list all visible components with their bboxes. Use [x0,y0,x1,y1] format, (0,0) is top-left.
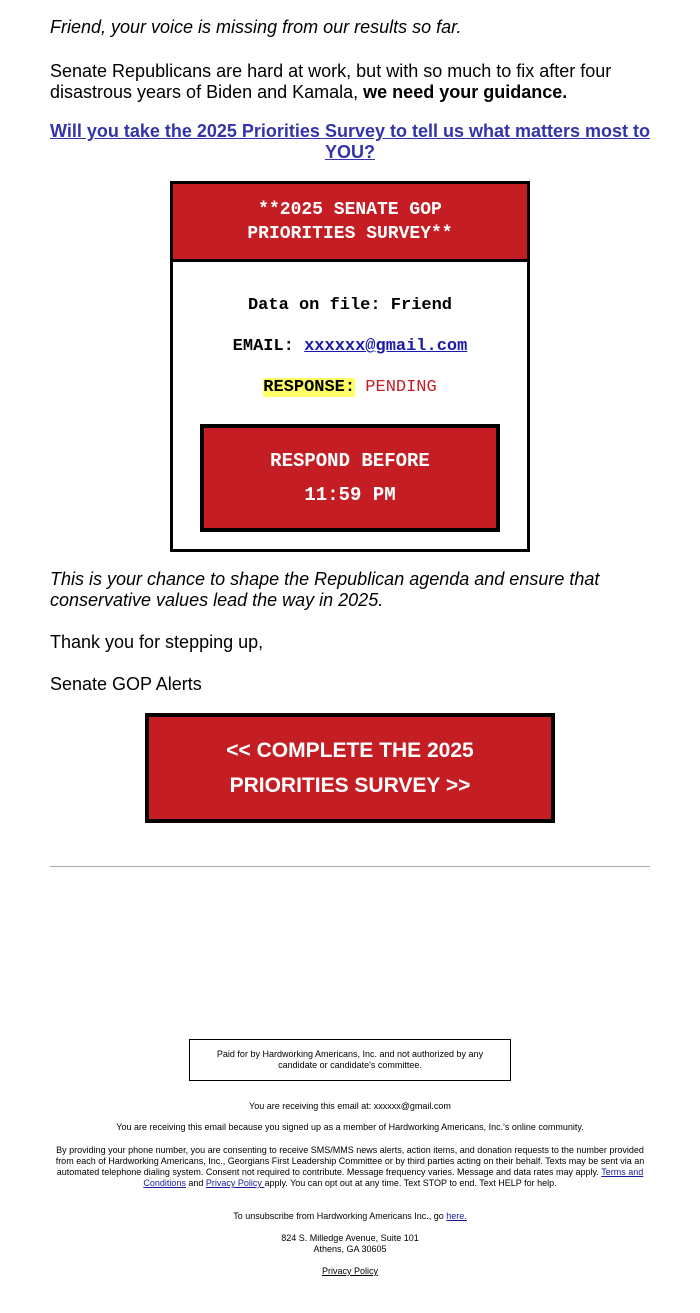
divider [50,866,650,867]
survey-title-line2: PRIORITIES SURVEY** [247,223,453,244]
unsubscribe-note: To unsubscribe from Hardworking Americans Inc., go here. [233,1211,467,1221]
privacy-policy-link[interactable]: Privacy Policy [321,1266,378,1276]
thanks-line: Thank you for stepping up, [50,632,264,652]
response-label: RESPONSE: [263,378,356,397]
data-on-file: Data on file: Friend [247,296,453,315]
address-line2: Athens, GA 30605 [313,1244,387,1254]
intro-line: Friend, your voice is missing from our results so far. [50,17,462,37]
email-row [173,337,527,356]
email-link[interactable]: xxxxxx@gmail.com [304,337,468,356]
intro-bold: we need your guidance. [363,82,568,102]
survey-card[interactable] [170,181,530,552]
survey-link-paragraph [50,121,650,163]
complete-survey-button[interactable] [145,713,555,823]
complete-survey-line2: PRIORITIES SURVEY >> [229,774,471,797]
response-row [173,378,527,397]
unsubscribe-link[interactable]: here. [446,1211,467,1221]
survey-title-line1: **2025 SENATE GOP [258,199,442,220]
address-line1: 824 S. Milledge Avenue, Suite 101 [281,1233,419,1243]
chance-paragraph: This is your chance to shape the Republican agenda and ensure that conservative values lead the way in 2025. [50,569,600,610]
terms-link[interactable]: Terms and Conditions [143,1167,644,1188]
mailing-address [0,1233,700,1255]
complete-survey-line1: << COMPLETE THE 2025 [226,739,474,762]
response-status: PENDING [365,378,437,397]
member-note: You are receiving this email because you signed up as a member of Hardworking Americans, Inc.'s online community. [116,1122,584,1132]
privacy-policy-footer [0,1266,700,1276]
respond-before-button[interactable] [200,424,500,532]
receiving-email-note: You are receiving this email at: xxxxxx@gmail.com [249,1101,451,1111]
intro-paragraph: Senate Republicans are hard at work, but with so much to fix after four disastrous years of Biden and Kamala, we need your guidance. [50,61,612,102]
privacy-link-inline[interactable]: Privacy Policy [205,1178,265,1188]
survey-link[interactable]: Will you take the 2025 Priorities Survey to tell us what matters most to YOU? [50,121,651,162]
sms-consent: By providing your phone number, you are consenting to receive SMS/MMS news alerts, action items, and donation requests to the number provided from each of Hardworking Americans, Inc., Georgians First Leadership Committee or by third parties acting on their behalf. Texts may be sent via an automated telephone dialing system. Consent not required to contribute. Message frequency varies. Message and data rates may apply. Terms and Conditions and Privacy Policy apply. You can opt out at any time. Text STOP to end. Text HELP for help. [55,1145,645,1188]
signature: Senate GOP Alerts [50,674,202,694]
email-label: EMAIL: [232,337,305,356]
respond-line2: 11:59 PM [304,484,396,506]
survey-card-header [173,184,527,262]
paid-for-disclaimer: Paid for by Hardworking Americans, Inc. and not authorized by any candidate or candidate's committee. [189,1039,511,1081]
respond-line1: RESPOND BEFORE [270,450,430,472]
